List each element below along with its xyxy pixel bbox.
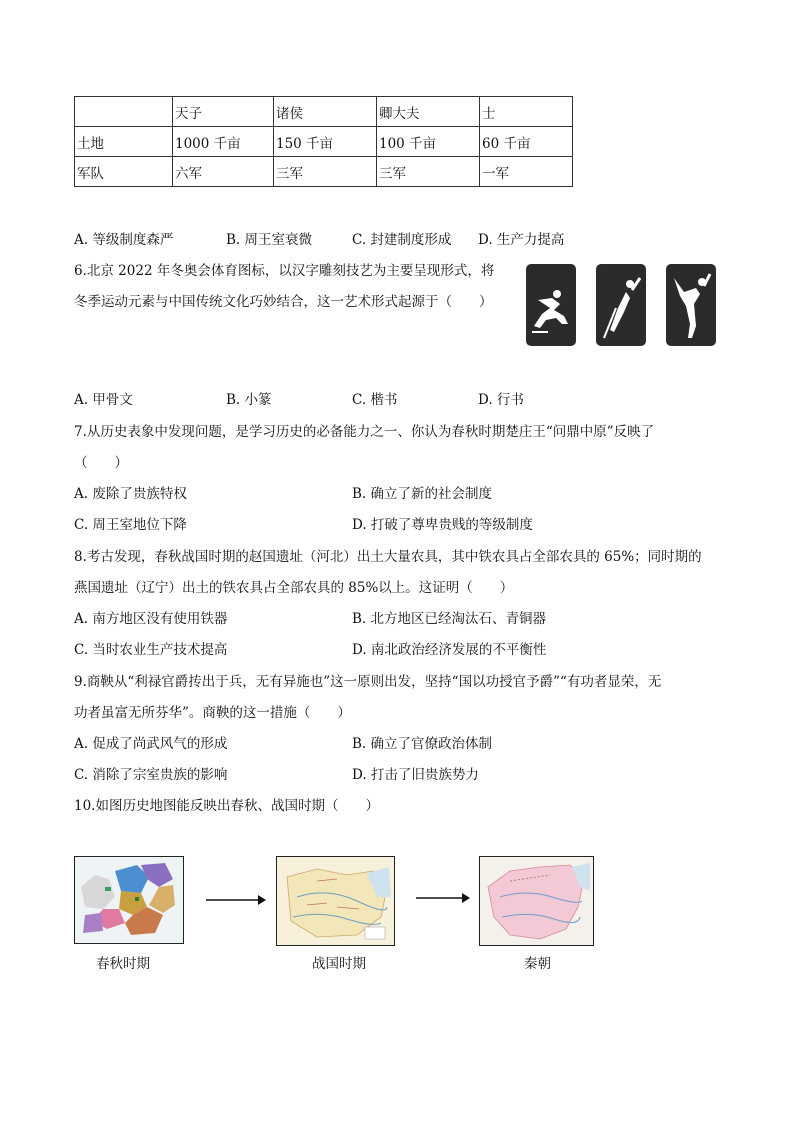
table-cell: 100 千亩 xyxy=(377,127,480,157)
table-cell: 三军 xyxy=(274,157,377,187)
q6-stem-line1: 6.北京 2022 年冬奥会体育图标，以汉字雕刻技艺为主要呈现形式，将 xyxy=(74,263,495,279)
spring-autumn-map xyxy=(74,856,184,944)
q7-option-a[interactable]: A. 废除了贵族特权 xyxy=(74,486,187,502)
table-cell: 1000 千亩 xyxy=(173,127,274,157)
q8-option-b[interactable]: B. 北方地区已经淘汰石、青铜器 xyxy=(352,611,547,627)
q5-option-a[interactable]: A. 等级制度森严 xyxy=(74,232,174,248)
q6-option-d[interactable]: D. 行书 xyxy=(478,392,524,408)
q9-option-d[interactable]: D. 打击了旧贵族势力 xyxy=(352,767,479,783)
q7-option-b[interactable]: B. 确立了新的社会制度 xyxy=(352,486,493,502)
table-cell: 150 千亩 xyxy=(274,127,377,157)
q9-stem-line1: 9.商鞅从“利禄官爵抟出于兵，无有异施也”这一原则出发，坚持“国以功授官予爵”“有功者显荣，无 xyxy=(74,674,662,690)
table-row xyxy=(75,157,573,187)
table-cell: 土地 xyxy=(75,127,173,157)
q6-option-c[interactable]: C. 楷书 xyxy=(352,392,398,408)
q9-option-a[interactable]: A. 促成了尚武风气的形成 xyxy=(74,736,228,752)
q7-stem-line2: （ ） xyxy=(74,455,128,471)
table-cell: 三军 xyxy=(377,157,480,187)
table-row xyxy=(75,127,573,157)
q7-option-d[interactable]: D. 打破了尊卑贵贱的等级制度 xyxy=(352,517,533,533)
speed-skating-icon xyxy=(526,264,576,346)
table-header-row xyxy=(75,97,573,127)
table-cell: 六军 xyxy=(173,157,274,187)
q9-stem-line2: 功者虽富无所芬华”。商鞅的这一措施（ ） xyxy=(74,705,351,721)
q9-option-b[interactable]: B. 确立了官僚政治体制 xyxy=(352,736,493,752)
qin-dynasty-map xyxy=(479,856,594,946)
table-cell: 诸侯 xyxy=(274,97,377,127)
q8-option-d[interactable]: D. 南北政治经济发展的不平衡性 xyxy=(352,642,547,658)
warring-states-map xyxy=(276,856,395,946)
q8-stem-line2: 燕国遗址（辽宁）出土的铁农具占全部农具的 85%以上。这证明（ ） xyxy=(74,580,514,596)
arrow-right-icon xyxy=(414,891,472,905)
map-caption-qin: 秦朝 xyxy=(524,956,551,972)
table-cell: 一军 xyxy=(480,157,573,187)
q8-option-a[interactable]: A. 南方地区没有使用铁器 xyxy=(74,611,228,627)
map-caption-warring-states: 战国时期 xyxy=(312,956,366,972)
table-cell: 士 xyxy=(480,97,573,127)
q10-stem: 10.如图历史地图能反映出春秋、战国时期（ ） xyxy=(74,798,379,814)
table-cell: 军队 xyxy=(75,157,173,187)
q8-option-c[interactable]: C. 当时农业生产技术提高 xyxy=(74,642,228,658)
q6-stem-line2: 冬季运动元素与中国传统文化巧妙结合，这一艺术形式起源于（ ） xyxy=(74,294,493,310)
q6-option-b[interactable]: B. 小篆 xyxy=(226,392,272,408)
q7-stem-line1: 7.从历史表象中发现问题，是学习历史的必备能力之一、你认为春秋时期楚庄王“问鼎中原”反映了 xyxy=(74,424,655,440)
figure-skating-icon xyxy=(666,264,716,346)
map-caption-spring-autumn: 春秋时期 xyxy=(96,956,150,972)
q5-option-c[interactable]: C. 封建制度形成 xyxy=(352,232,452,248)
table-cell: 卿大夫 xyxy=(377,97,480,127)
q9-option-c[interactable]: C. 消除了宗室贵族的影响 xyxy=(74,767,228,783)
arrow-right-icon xyxy=(204,893,268,907)
q5-option-b[interactable]: B. 周王室衰微 xyxy=(226,232,313,248)
skiing-icon xyxy=(596,264,646,346)
q5-option-d[interactable]: D. 生产力提高 xyxy=(478,232,565,248)
table-cell: 60 千亩 xyxy=(480,127,573,157)
table-cell: 天子 xyxy=(173,97,274,127)
rank-table xyxy=(74,96,573,187)
q6-option-a[interactable]: A. 甲骨文 xyxy=(74,392,133,408)
table-cell xyxy=(75,97,173,127)
q8-stem-line1: 8.考古发现，春秋战国时期的赵国遗址（河北）出土大量农具，其中铁农具占全部农具的 65%；同时期的 xyxy=(74,549,702,565)
q7-option-c[interactable]: C. 周王室地位下降 xyxy=(74,517,187,533)
